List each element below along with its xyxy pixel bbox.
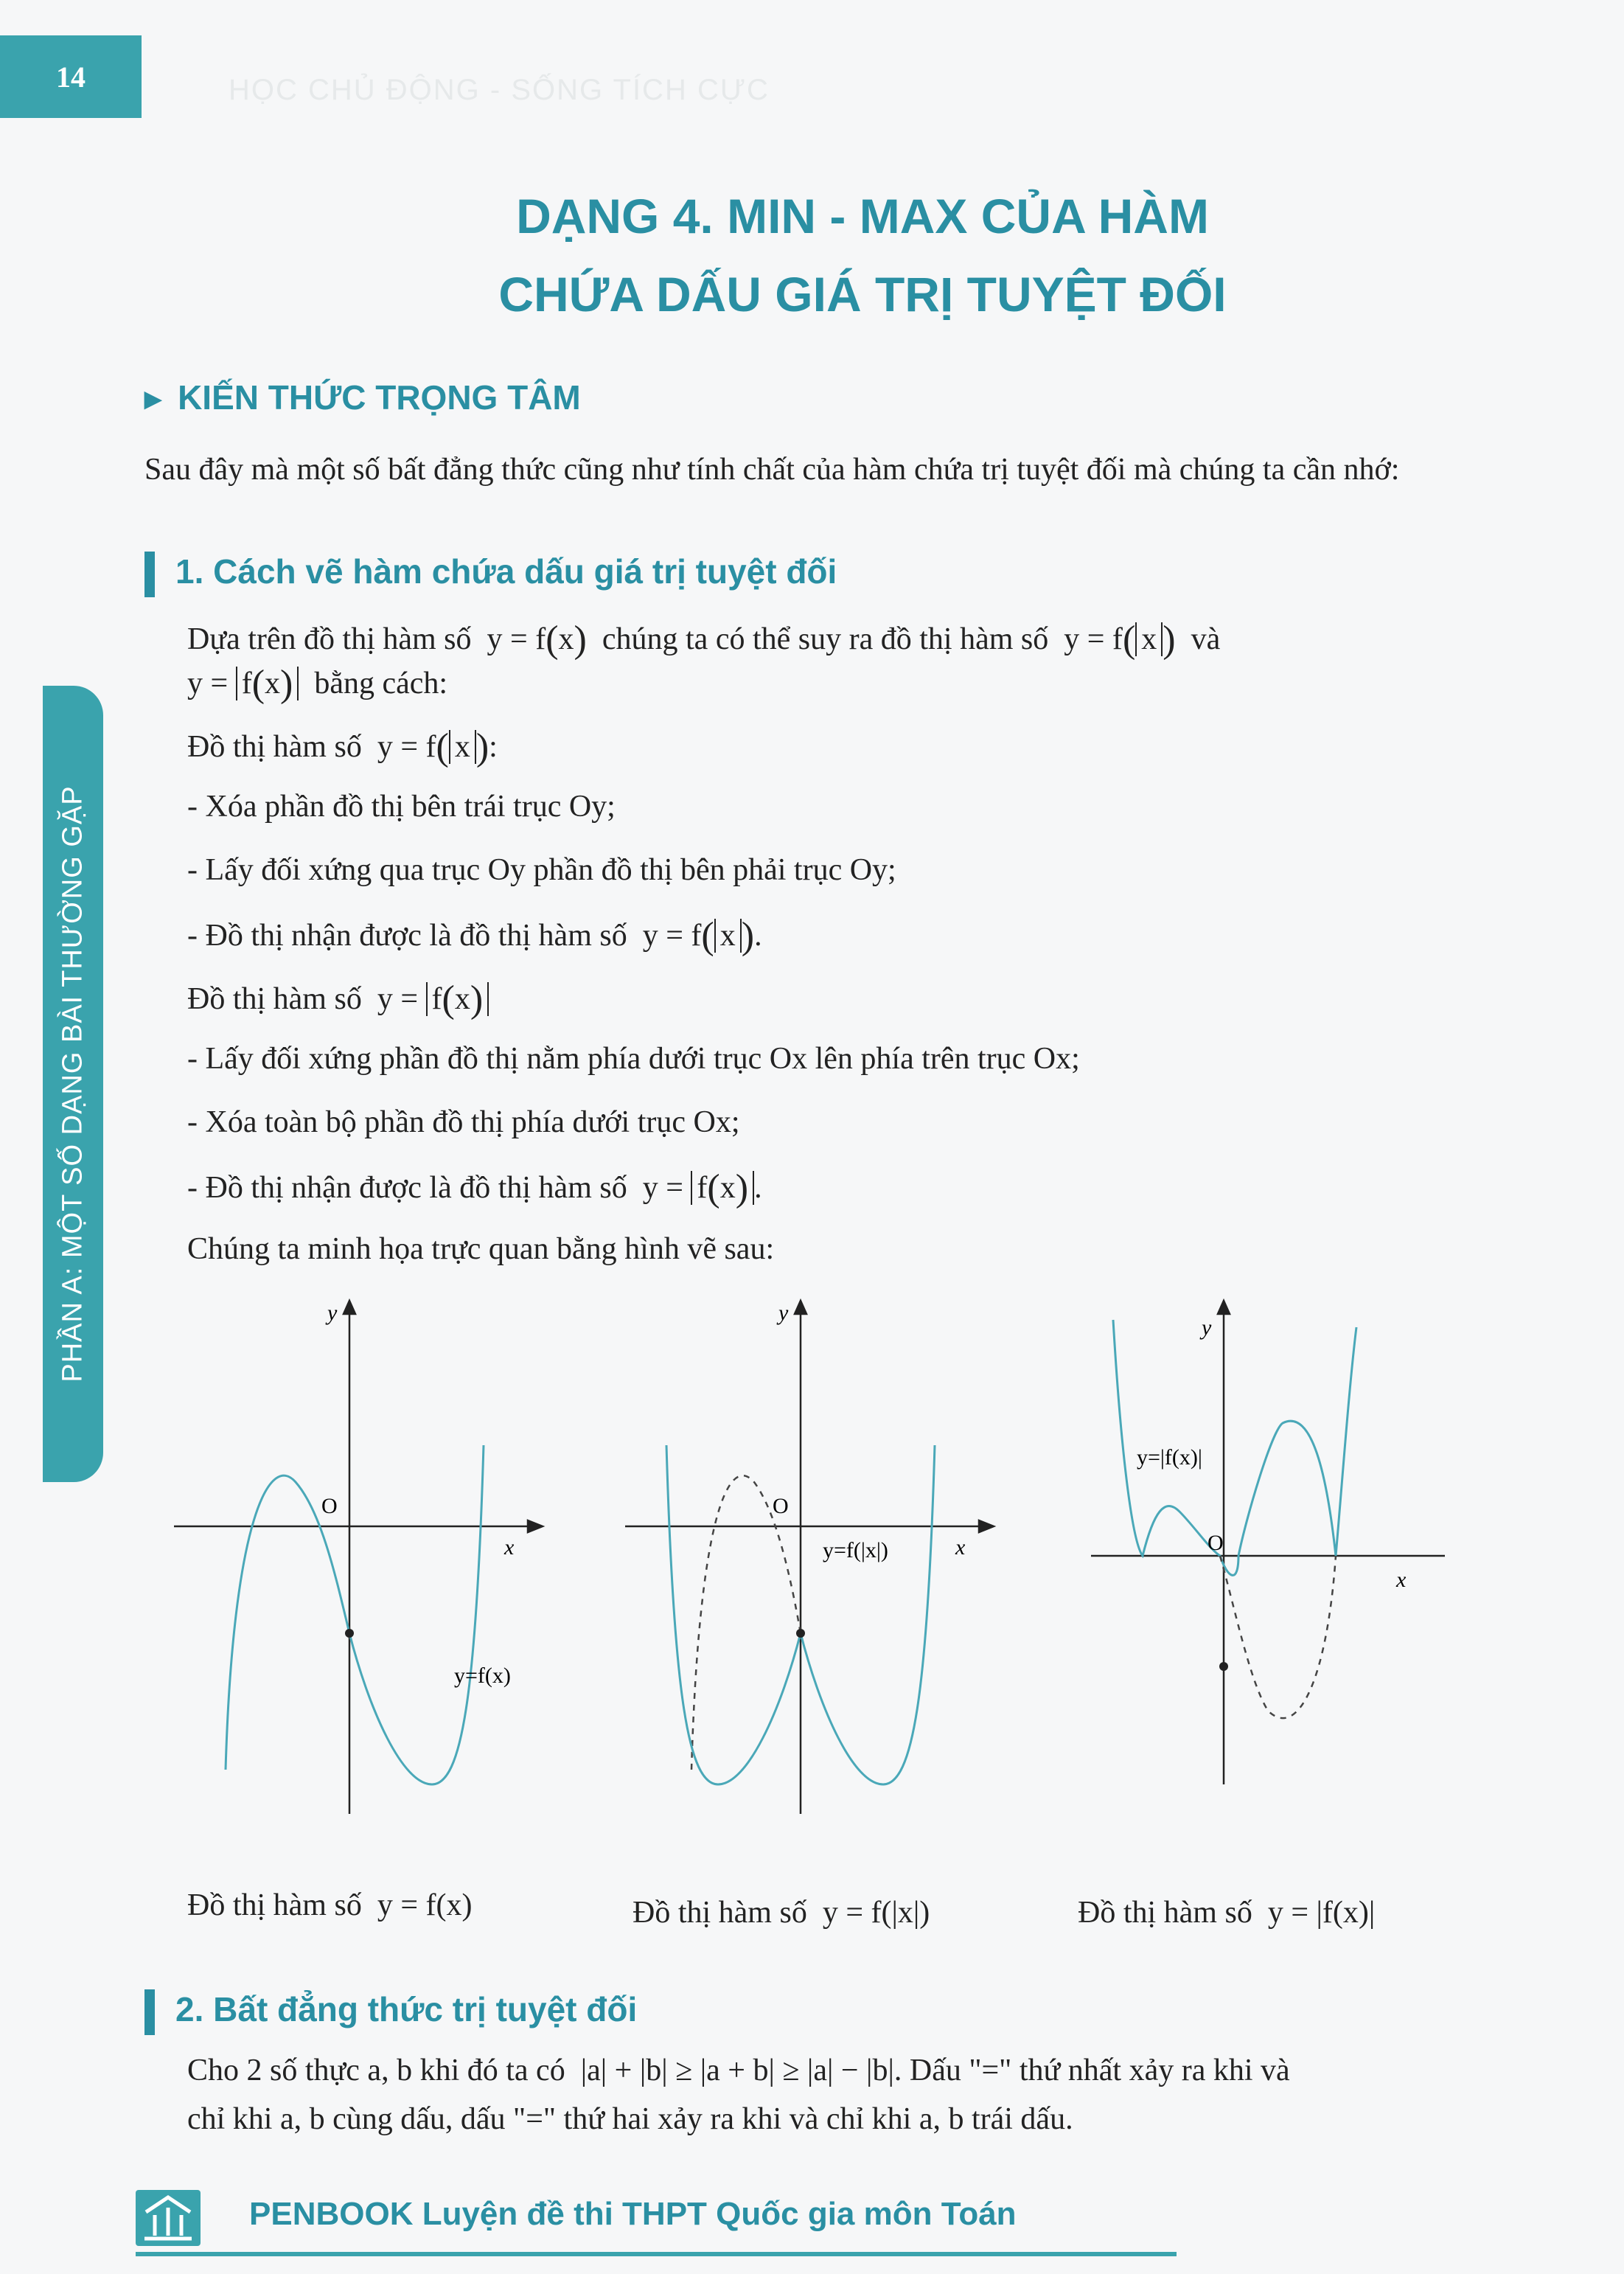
text-span: Đồ thị hàm số bbox=[187, 1888, 362, 1922]
text-span: Đồ thị hàm số bbox=[187, 982, 362, 1016]
y-axis-label: y bbox=[778, 1301, 789, 1325]
side-tab-label: PHẦN A: MỘT SỐ DẠNG BÀI THƯỜNG GẶP bbox=[57, 785, 88, 1383]
text-span: Đồ thị hàm số bbox=[187, 730, 362, 764]
x-axis-arrow bbox=[979, 1520, 994, 1532]
y-axis-arrow bbox=[344, 1301, 355, 1314]
running-head: HỌC CHỦ ĐỘNG - SỐNG TÍCH CỰC bbox=[229, 74, 770, 106]
step-3: - Đồ thị nhận được là đồ thị hàm số y = f( x ). bbox=[187, 915, 762, 957]
curve-fabsx bbox=[801, 1445, 935, 1784]
curve-label: y=|f(x)| bbox=[1137, 1445, 1202, 1470]
graph-absfx bbox=[1084, 1298, 1467, 1829]
text-span: bằng cách: bbox=[314, 667, 448, 700]
section-heading-kien-thuc bbox=[144, 378, 581, 417]
heading-bar bbox=[144, 552, 155, 597]
y-axis-arrow bbox=[1218, 1301, 1230, 1314]
origin-label: O bbox=[1207, 1531, 1224, 1555]
y-axis-arrow bbox=[795, 1301, 806, 1314]
section-2-heading bbox=[144, 1989, 637, 2029]
curve-fx-dashed bbox=[691, 1475, 801, 1770]
title-line-2: CHỨA DẤU GIÁ TRỊ TUYỆT ĐỐI bbox=[498, 267, 1227, 321]
text-span: Dựa trên đồ thị hàm số bbox=[187, 622, 472, 656]
curve-fx bbox=[226, 1445, 484, 1784]
section-1-heading-text: 1. Cách vẽ hàm chứa dấu giá trị tuyệt đối bbox=[175, 552, 837, 591]
y-intercept-dot bbox=[796, 1629, 805, 1638]
step-4: - Lấy đối xứng phần đồ thị nằm phía dưới trục Ox lên phía trên trục Ox; bbox=[187, 1042, 1080, 1076]
origin-label: O bbox=[321, 1494, 338, 1518]
sec2-line-2: chỉ khi a, b cùng dấu, dấu "=" thứ hai xảy ra khi và chỉ khi a, b trái dấu. bbox=[187, 2102, 1073, 2136]
curve-label: y=f(x) bbox=[454, 1663, 511, 1688]
absf-intro: Đồ thị hàm số y = f(x) bbox=[187, 978, 489, 1021]
y-axis-label: y bbox=[327, 1301, 338, 1325]
text-span: y = |f(x)| bbox=[1267, 1896, 1376, 1930]
caption-graph-1 bbox=[187, 1888, 472, 1923]
sec2-line-1 bbox=[187, 2053, 1290, 2088]
text-span: chúng ta có thể suy ra đồ thị hàm số bbox=[602, 622, 1049, 656]
section-1-heading bbox=[144, 552, 837, 591]
caption-graph-2 bbox=[632, 1895, 930, 1930]
text-span: . Dấu "=" thứ nhất xảy ra khi và bbox=[893, 2054, 1290, 2087]
page-number: 14 bbox=[0, 35, 142, 118]
inequality: |a| + |b| ≥ |a + b| ≥ |a| − |b| bbox=[580, 2054, 894, 2087]
heading-bar bbox=[144, 1989, 155, 2035]
illustrate-line: Chúng ta minh họa trực quan bằng hình vẽ sau: bbox=[187, 1232, 775, 1266]
penbook-logo-icon bbox=[136, 2190, 201, 2246]
footer-text: PENBOOK Luyện đề thi THPT Quốc gia môn Toán bbox=[249, 2196, 1017, 2232]
section-2-heading-text: 2. Bất đẳng thức trị tuyệt đối bbox=[175, 1990, 638, 2028]
sec1-line-1: Dựa trên đồ thị hàm số y = f(x) chúng ta có thể suy ra đồ thị hàm số y = f( x ) và bbox=[187, 619, 1221, 661]
caption-graph-3 bbox=[1078, 1895, 1375, 1930]
sec1-line-2: y = f(x) bằng cách: bbox=[187, 663, 448, 705]
kt-heading-text: KIẾN THỨC TRỌNG TÂM bbox=[178, 378, 581, 417]
x-axis-label: x bbox=[955, 1535, 966, 1560]
y-axis-label: y bbox=[1202, 1315, 1212, 1340]
y-intercept-dot bbox=[345, 1629, 354, 1638]
curve-label: y=f(|x|) bbox=[823, 1538, 888, 1562]
text-span: Đồ thị hàm số bbox=[1078, 1896, 1252, 1930]
intro-paragraph: Sau đây mà một số bất đẳng thức cũng như tính chất của hàm chứa trị tuyệt đối mà chúng ta cần nhớ: bbox=[144, 453, 1400, 487]
side-tab bbox=[43, 686, 103, 1482]
graph-fabsx bbox=[618, 1298, 1001, 1829]
text-span: y = f(|x|) bbox=[822, 1896, 930, 1930]
text-span: - Đồ thị nhận được là đồ thị hàm số bbox=[187, 1171, 627, 1205]
origin-label: O bbox=[773, 1494, 789, 1518]
text-span: Cho 2 số thực a, b khi đó ta có bbox=[187, 2054, 565, 2087]
y-intercept-dot bbox=[1219, 1662, 1228, 1671]
curve-fx-dashed bbox=[1220, 1556, 1336, 1718]
step-1: - Xóa phần đồ thị bên trái trục Oy; bbox=[187, 790, 616, 824]
graph-fx bbox=[167, 1298, 550, 1829]
step-6: - Đồ thị nhận được là đồ thị hàm số y = f(x) . bbox=[187, 1167, 762, 1209]
footer-rule bbox=[136, 2252, 1177, 2256]
text-span: Đồ thị hàm số bbox=[632, 1896, 807, 1930]
text-span: và bbox=[1191, 622, 1221, 656]
x-axis-label: x bbox=[1396, 1568, 1407, 1592]
text-span: - Đồ thị nhận được là đồ thị hàm số bbox=[187, 919, 627, 953]
triangle-bullet-icon: ▶ bbox=[144, 387, 162, 411]
title-line-1: DẠNG 4. MIN - MAX CỦA HÀM bbox=[516, 189, 1209, 243]
step-5: - Xóa toàn bộ phần đồ thị phía dưới trục Ox; bbox=[187, 1105, 740, 1139]
text-span: y = f(x) bbox=[377, 1888, 473, 1922]
x-axis-label: x bbox=[504, 1535, 515, 1560]
x-axis-arrow bbox=[528, 1520, 543, 1532]
page-title bbox=[221, 177, 1504, 333]
fabsx-intro: Đồ thị hàm số y = f( x ): bbox=[187, 726, 498, 768]
step-2: - Lấy đối xứng qua trục Oy phần đồ thị bên phải trục Oy; bbox=[187, 853, 896, 887]
